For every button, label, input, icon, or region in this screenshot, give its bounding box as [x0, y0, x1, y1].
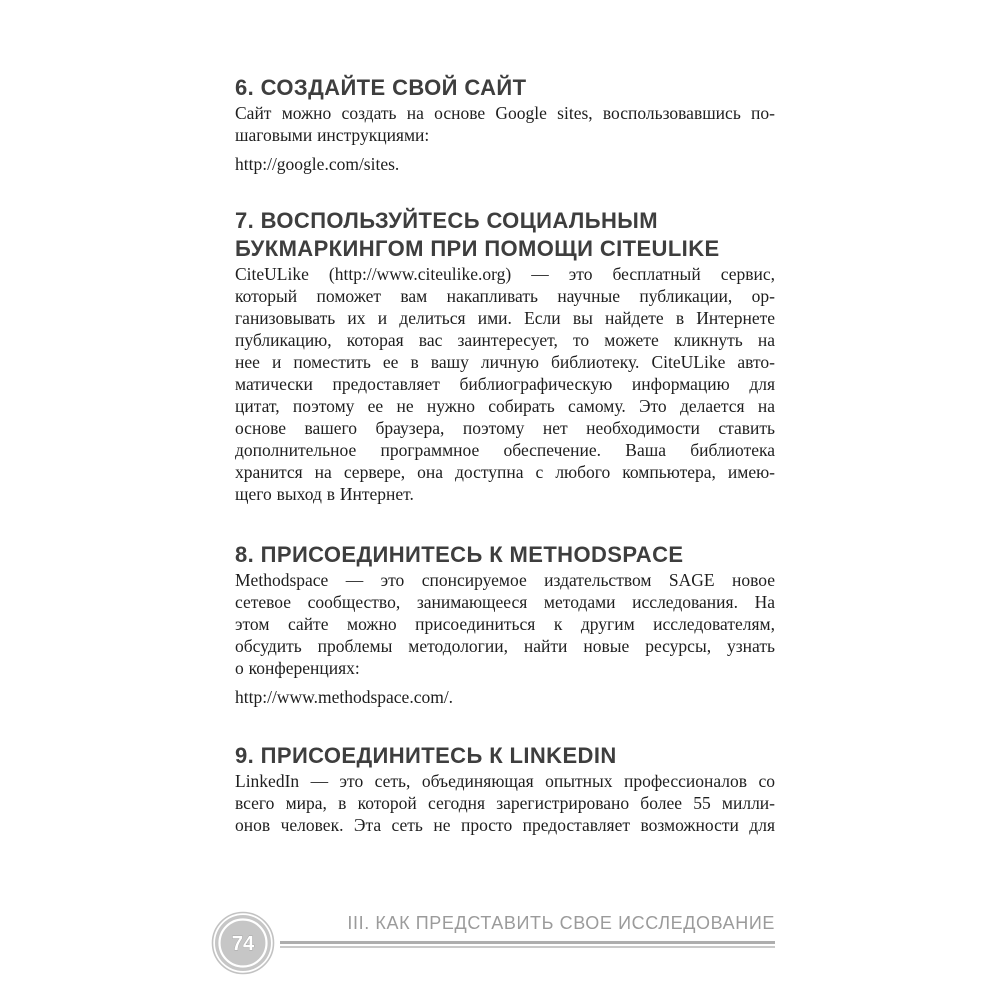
body-line: цитат, поэтому ее не нужно собирать самому. Это делается на	[235, 396, 775, 416]
section-heading-line: 6. СОЗДАЙТЕ СВОЙ САЙТ	[235, 75, 527, 100]
footer-rule	[280, 941, 775, 948]
section-heading	[235, 207, 775, 263]
section-heading-line: 8. ПРИСОЕДИНИТЕСЬ К METHODSPACE	[235, 542, 684, 567]
body-line: всего мира, в которой сегодня зарегистрировано более 55 милли-	[235, 793, 775, 813]
section-heading-line: 9. ПРИСОЕДИНИТЕСЬ К LINKEDIN	[235, 743, 617, 768]
footer-rule-bottom-line	[280, 946, 775, 948]
section-heading	[235, 742, 775, 770]
body-line: CiteULike (http://www.citeulike.org) — это бесплатный сервис,	[235, 264, 775, 284]
body-line: шаговыми инструкциями:	[235, 125, 430, 145]
body-line: матически предоставляет библиографическую информацию для	[235, 374, 775, 394]
section-linkedin	[235, 742, 775, 836]
section-heading-line: 7. ВОСПОЛЬЗУЙТЕСЬ СОЦИАЛЬНЫМ	[235, 208, 658, 233]
body-line: дополнительное программное обеспечение. Ваша библиотека	[235, 440, 775, 460]
body-line: LinkedIn — это сеть, объединяющая опытных профессионалов со	[235, 771, 775, 791]
section-citeulike	[235, 207, 775, 505]
body-line: Сайт можно создать на основе Google sites, воспользовавшись по-	[235, 103, 775, 123]
body-line: этом сайте можно присоединиться к другим исследователям,	[235, 614, 775, 634]
body-line: основе вашего браузера, поэтому нет необходимости ставить	[235, 418, 775, 438]
body-line: хранится на сервере, она доступна с любого компьютера, имею-	[235, 462, 775, 482]
section-methodspace	[235, 541, 775, 708]
url-methodspace: http://www.methodspace.com/.	[235, 687, 454, 707]
text-column	[235, 0, 775, 836]
url-google-sites: http://google.com/sites.	[235, 154, 400, 174]
body-line: публикацию, которая вас заинтересует, то можете кликнуть на	[235, 330, 775, 350]
section-heading-line: БУКМАРКИНГОМ ПРИ ПОМОЩИ CITEULIKE	[235, 236, 720, 261]
section-heading	[235, 74, 775, 102]
body-line: сетевое сообщество, занимающееся методами исследования. На	[235, 592, 775, 612]
running-title: III. КАК ПРЕДСТАВИТЬ СВОЕ ИССЛЕДОВАНИЕ	[347, 913, 775, 933]
section-create-your-site	[235, 74, 775, 175]
body-line: обсудить проблемы методологии, найти новые ресурсы, узнать	[235, 636, 775, 656]
body-line: который поможет вам накапливать научные публикации, ор-	[235, 286, 775, 306]
body-line: щего выход в Интернет.	[235, 484, 414, 504]
page-number-badge	[211, 911, 275, 975]
body-line: онов человек. Эта сеть не просто предоставляет возможности для	[235, 815, 775, 835]
body-line: о конференциях:	[235, 658, 360, 678]
page-number: 74	[231, 933, 255, 955]
body-line: нее и поместить ее в вашу личную библиотеку. CiteULike авто-	[235, 352, 775, 372]
body-line: ганизовывать их и делиться ими. Если вы найдете в Интернете	[235, 308, 775, 328]
section-heading	[235, 541, 775, 569]
body-line: Methodspace — это спонсируемое издательством SAGE новое	[235, 570, 775, 590]
